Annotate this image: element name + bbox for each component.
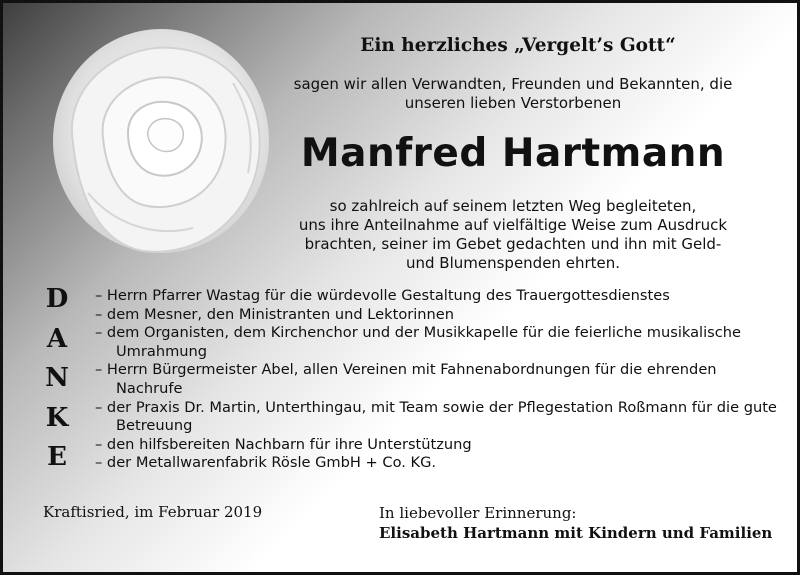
danke-letter: N [45, 363, 69, 393]
danke-letter: A [46, 323, 68, 354]
place-date: Kraftisried, im Februar 2019 [43, 503, 263, 521]
intro-line: unseren lieben Verstorbenen [404, 94, 622, 112]
body-line: und Blumenspenden ehrten. [406, 254, 620, 272]
thanks-item: – den hilfsbereiten Nachbarn für ihre Unterstützung [95, 435, 472, 453]
body-line: so zahlreich auf seinem letzten Weg begleiteten, [329, 197, 697, 215]
intro-text [243, 75, 783, 113]
deceased-name: Manfred Hartmann [300, 131, 726, 176]
body-line: brachten, seiner im Gebet gedachten und ihn mit Geld- [304, 235, 722, 253]
thanks-item: – dem Organisten, dem Kirchenchor und der Musikkapelle für die feierliche musikalische Umrahmung [95, 324, 742, 360]
danke-letters [37, 283, 77, 481]
thanks-item: – der Metallwarenfabrik Rösle GmbH + Co. KG. [95, 454, 437, 472]
thanks-item: – dem Mesner, den Ministranten und Lektorinnen [95, 305, 455, 323]
intro-line: sagen wir allen Verwandten, Freunden und Bekannten, die [293, 75, 733, 93]
signers: Elisabeth Hartmann mit Kindern und Familien [379, 524, 773, 542]
thanks-list [95, 287, 785, 473]
danke-letter: K [45, 402, 69, 433]
body-line: uns ihre Anteilnahme auf vielfältige Weise zum Ausdruck [298, 216, 728, 234]
heading: Ein herzliches „Vergelt’s Gott“ [360, 35, 676, 56]
body-text [243, 197, 783, 273]
thanks-item: – Herrn Bürgermeister Abel, allen Vereinen mit Fahnenabordnungen für die ehrenden Nachrufe [95, 361, 717, 397]
closing-line: In liebevoller Erinnerung: [379, 504, 577, 522]
danke-letter: E [47, 442, 67, 472]
danke-letter: D [45, 284, 69, 314]
thanks-item: – der Praxis Dr. Martin, Unterthingau, mit Team sowie der Pflegestation Roßmann für die gute Betreuung [95, 398, 777, 435]
thanks-item: – Herrn Pfarrer Wastag für die würdevolle Gestaltung des Trauergottesdienstes [95, 287, 670, 304]
closing-block [379, 503, 789, 543]
